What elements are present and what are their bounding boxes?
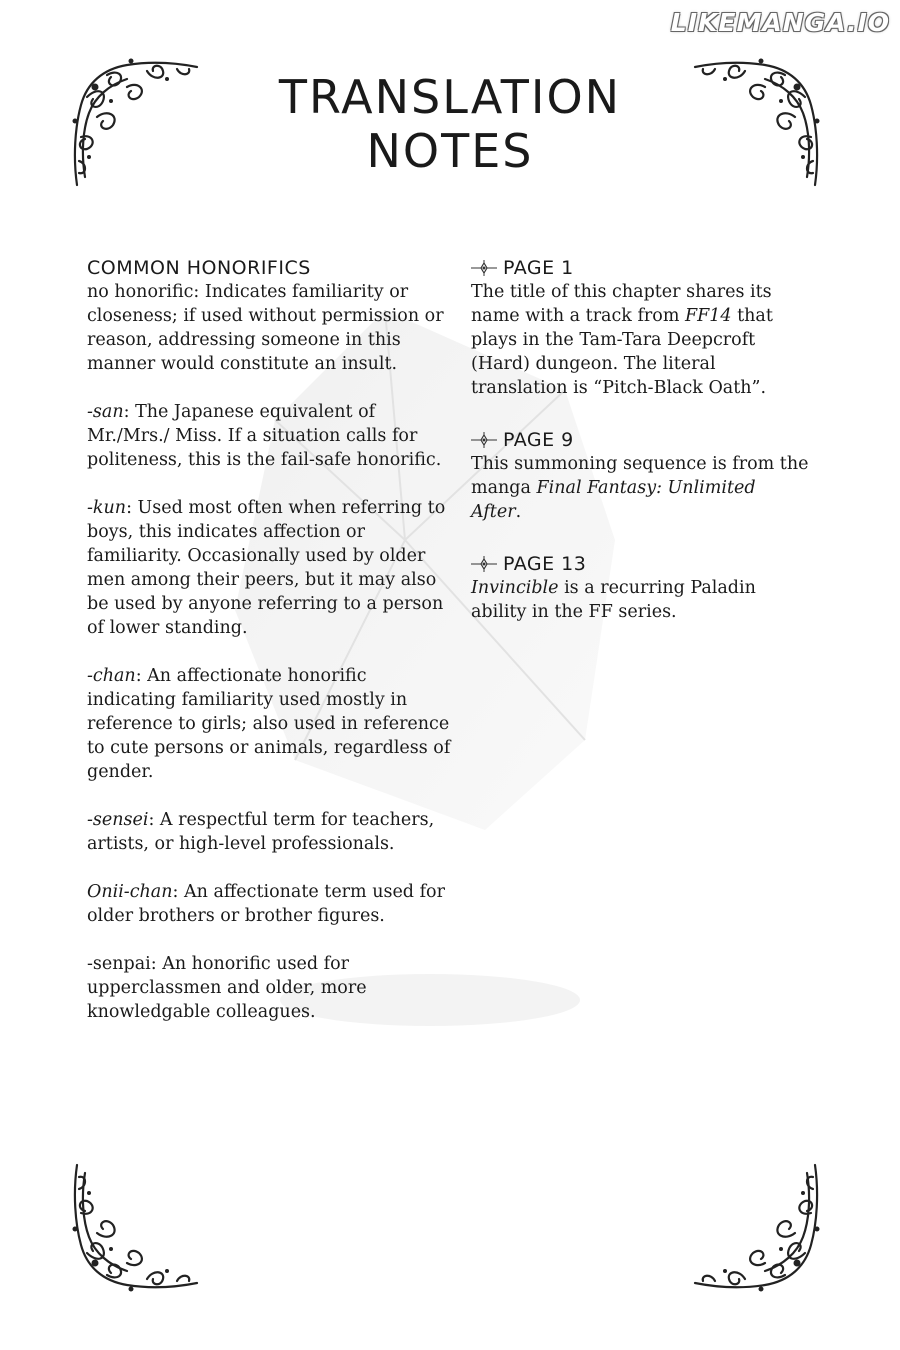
ornate-corner-icon	[690, 57, 825, 192]
page-note-text	[471, 576, 811, 624]
sparkle-star-icon	[471, 432, 497, 448]
honorifics-section	[87, 256, 457, 1048]
note-text: that plays in the Tam-Tara Deepcroft (Hard) dungeon. The literal translation is “Pitch-Black Oath”.	[471, 306, 773, 398]
honorific-entry	[87, 280, 457, 376]
title-line-1: TRANSLATION	[278, 70, 622, 124]
honorific-term: Onii-chan	[87, 882, 173, 902]
honorific-text: : A respectful term for teachers, artists, or high-level professionals.	[87, 810, 435, 854]
note-text: is a recurring Paladin ability in the FF series.	[471, 578, 756, 622]
sparkle-star-icon	[471, 556, 497, 572]
sparkle-star-icon	[471, 260, 497, 276]
note-text: This summoning sequence is from the manga	[471, 454, 809, 498]
page-note-heading	[471, 552, 811, 576]
honorific-text: : Used most often when referring to boys, this indicates affection or familiarity. Occasionally used by older men among their peers, but it may also be used by anyone referring to a person of lower standing.	[87, 498, 446, 638]
note-title-italic: FF14	[685, 306, 732, 326]
honorific-term: -chan	[87, 666, 136, 686]
page-note	[471, 256, 811, 400]
page-notes-section	[471, 256, 811, 652]
page-note-title: PAGE 13	[503, 553, 587, 575]
watermark: LIKEMANGA.IO	[670, 8, 890, 37]
honorific-text: : The Japanese equivalent of Mr./Mrs./ Miss. If a situation calls for politeness, this is the fail-safe honorific.	[87, 402, 442, 470]
note-title-italic: Invincible	[471, 578, 559, 598]
page-note-heading	[471, 256, 811, 280]
page-title	[200, 70, 700, 178]
note-text: .	[515, 502, 522, 522]
page-note-text	[471, 280, 811, 400]
ornate-corner-icon	[67, 1158, 202, 1293]
page-note-text	[471, 452, 811, 524]
honorific-term: -san	[87, 402, 124, 422]
note-text: The title of this chapter shares its name with a track from	[471, 282, 772, 326]
honorific-text: -senpai: An honorific used for upperclassmen and older, more knowledgable colleagues.	[87, 954, 367, 1022]
ornate-corner-icon	[67, 57, 202, 192]
honorific-entry	[87, 880, 457, 928]
page-note-title: PAGE 9	[503, 429, 574, 451]
honorific-term: -sensei	[87, 810, 149, 830]
honorific-entry	[87, 496, 457, 640]
honorific-entry	[87, 400, 457, 472]
note-title-italic: Final Fantasy: Unlimited After	[471, 478, 756, 522]
honorific-text: : An affectionate term used for older brothers or brother figures.	[87, 882, 445, 926]
title-line-2: NOTES	[366, 124, 534, 178]
honorific-entry	[87, 952, 457, 1024]
page-note-heading	[471, 428, 811, 452]
honorific-entry	[87, 808, 457, 856]
honorific-text: : An affectionate honorific indicating familiarity used mostly in reference to girls; also used in reference to cute persons or animals, regardless of gender.	[87, 666, 451, 782]
honorifics-heading: COMMON HONORIFICS	[87, 257, 311, 279]
honorific-text: no honorific: Indicates familiarity or closeness; if used without permission or reason, addressing someone in this manner would constitute an insult.	[87, 282, 444, 374]
page-note	[471, 428, 811, 524]
ornate-corner-icon	[690, 1158, 825, 1293]
honorific-entry	[87, 664, 457, 784]
page-note	[471, 552, 811, 624]
honorific-term: -kun	[87, 498, 127, 518]
page-note-title: PAGE 1	[503, 257, 574, 279]
